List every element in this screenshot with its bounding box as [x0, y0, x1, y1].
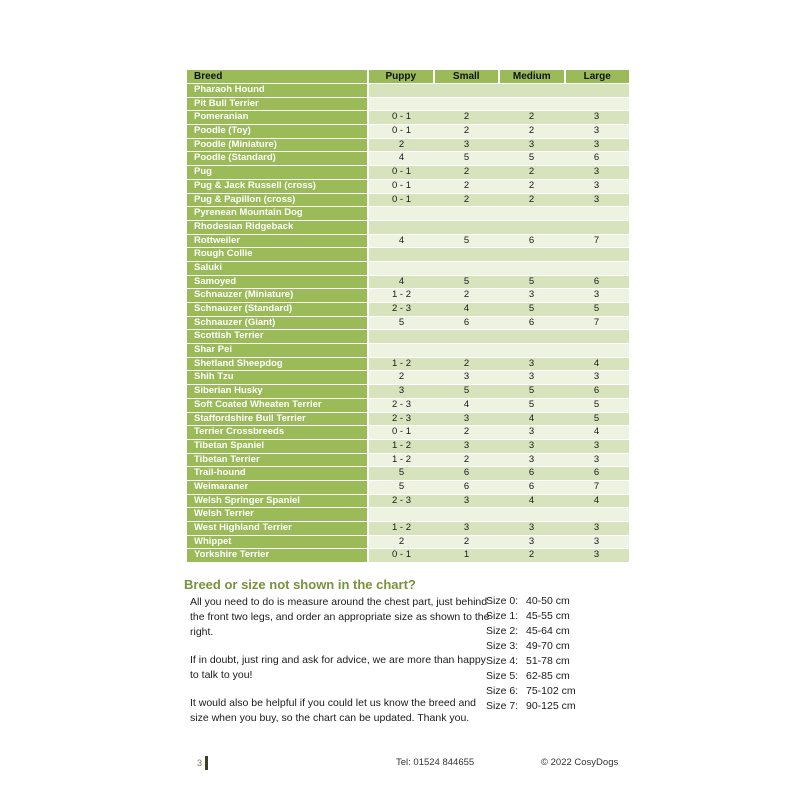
size-values	[369, 125, 629, 138]
size-legend	[486, 594, 576, 714]
size-value-cell: 6	[528, 480, 535, 492]
size-value-cell: 4	[398, 275, 405, 287]
size-value-cell	[434, 98, 499, 111]
size-value-cell: 3	[463, 522, 470, 533]
size-value-cell: 3	[593, 439, 600, 451]
size-value-cell: 3	[593, 111, 600, 123]
size-value-cell	[434, 508, 499, 521]
size-value-cell: 5	[398, 467, 405, 479]
size-legend-item	[486, 609, 576, 624]
size-value-cell	[564, 262, 629, 275]
table-row	[187, 481, 629, 494]
size-value-cell: 5	[593, 412, 600, 424]
breed-name-cell: Siberian Husky	[187, 385, 367, 398]
size-values	[369, 399, 629, 412]
size-value-cell: 5	[593, 398, 600, 410]
size-value-cell: 3	[528, 138, 535, 150]
size-values	[369, 139, 629, 152]
size-values	[369, 536, 629, 549]
breed-name-cell: Staffordshire Bull Terrier	[187, 413, 367, 426]
size-value-cell: 4	[463, 303, 470, 314]
size-value-cell: 0 - 1	[391, 125, 411, 137]
size-value-cell: 6	[528, 234, 535, 246]
breed-name-cell: Pug	[187, 166, 367, 179]
size-value-cell: 2	[463, 289, 470, 301]
table-row	[187, 508, 629, 521]
size-value-cell: 1 - 2	[391, 453, 411, 465]
table-row	[187, 248, 629, 261]
size-value-cell: 2	[463, 453, 470, 465]
breed-name-cell: Terrier Crossbreeds	[187, 426, 367, 439]
breed-name-cell: Welsh Terrier	[187, 508, 367, 521]
column-headers-sizes	[369, 70, 629, 83]
size-value-cell	[369, 330, 434, 343]
size-value-cell: 0 - 1	[391, 166, 411, 178]
size-value-cell	[369, 221, 434, 234]
size-value-cell: 2	[463, 193, 470, 205]
size-values	[369, 371, 629, 384]
size-value-cell	[434, 262, 499, 275]
size-value-cell: 2 - 3	[391, 494, 411, 506]
paragraph-let-us-know: It would also be helpful if you could let us know the breed and size when you buy, so the chart can be updated. Thank you.	[190, 697, 477, 724]
size-value-cell: 2	[398, 371, 405, 383]
table-header-row	[187, 70, 629, 83]
size-value-cell: 5	[463, 385, 470, 397]
size-value-cell: 2	[398, 535, 405, 547]
table-row	[187, 426, 629, 439]
size-value-cell	[564, 207, 629, 220]
table-row	[187, 371, 629, 384]
column-header-large: Large	[566, 70, 630, 83]
size-value-cell: 6	[593, 275, 600, 287]
size-values	[369, 84, 629, 97]
size-value-cell: 3	[593, 179, 600, 191]
size-legend-range: 45-64 cm	[526, 625, 570, 637]
table-row	[187, 262, 629, 275]
size-value-cell: 3	[593, 125, 600, 137]
size-values	[369, 180, 629, 193]
size-value-cell: 4	[528, 494, 535, 506]
size-legend-range: 90-125 cm	[526, 700, 576, 712]
breed-name-cell: Weimaraner	[187, 481, 367, 494]
size-values	[369, 111, 629, 124]
size-value-cell: 0 - 1	[391, 549, 411, 561]
size-value-cell	[434, 207, 499, 220]
size-values	[369, 98, 629, 111]
size-value-cell: 4	[398, 152, 405, 164]
size-value-cell	[564, 84, 629, 97]
column-header-puppy: Puppy	[369, 70, 433, 83]
size-value-cell: 3	[593, 166, 600, 178]
size-values	[369, 166, 629, 179]
size-value-cell	[499, 262, 564, 275]
size-value-cell: 2	[528, 125, 535, 137]
size-legend-label: Size 5:	[486, 670, 519, 682]
size-value-cell: 6	[463, 480, 470, 492]
size-value-cell: 5	[593, 303, 600, 314]
size-value-cell: 2	[463, 125, 470, 137]
size-legend-range: 40-50 cm	[526, 595, 570, 607]
size-value-cell: 1 - 2	[391, 439, 411, 451]
table-row	[187, 344, 629, 357]
breed-name-cell: Scottish Terrier	[187, 330, 367, 343]
section-heading: Breed or size not shown in the chart?	[184, 577, 416, 592]
table-row	[187, 467, 629, 480]
size-value-cell: 5	[463, 275, 470, 287]
size-legend-range: 51-78 cm	[526, 655, 570, 667]
size-value-cell	[369, 344, 434, 357]
size-values	[369, 508, 629, 521]
size-values	[369, 467, 629, 480]
size-value-cell: 3	[593, 549, 600, 561]
size-value-cell: 3	[528, 439, 535, 451]
size-legend-item	[486, 669, 576, 684]
column-header-breed: Breed	[187, 70, 367, 83]
size-legend-label: Size 0:	[486, 595, 519, 607]
breed-name-cell: Poodle (Standard)	[187, 152, 367, 165]
page-number: 3	[196, 758, 202, 768]
size-values	[369, 303, 629, 316]
size-value-cell	[564, 508, 629, 521]
size-value-cell: 5	[463, 234, 470, 246]
paragraph-measuring-instructions: All you need to do is measure around the chest part, just behind the front two legs, and order an appropriate size as shown to the right.	[190, 596, 490, 638]
table-row	[187, 549, 629, 562]
size-value-cell: 3	[593, 522, 600, 533]
size-value-cell: 0 - 1	[391, 179, 411, 191]
size-value-cell: 7	[593, 480, 600, 492]
size-values	[369, 358, 629, 371]
size-value-cell: 6	[593, 467, 600, 479]
size-value-cell	[434, 344, 499, 357]
breed-name-cell: Soft Coated Wheaten Terrier	[187, 399, 367, 412]
size-value-cell: 1 - 2	[391, 357, 411, 369]
size-value-cell	[499, 98, 564, 111]
page-number-divider	[205, 756, 208, 770]
size-value-cell: 2	[528, 179, 535, 191]
size-legend-range: 62-85 cm	[526, 670, 570, 682]
breed-name-cell: Pyrenean Mountain Dog	[187, 207, 367, 220]
size-value-cell	[369, 248, 434, 261]
table-body	[187, 84, 629, 562]
breed-name-cell: Yorkshire Terrier	[187, 549, 367, 562]
size-value-cell: 6	[593, 152, 600, 164]
size-value-cell: 3	[593, 371, 600, 383]
size-value-cell: 3	[528, 357, 535, 369]
size-value-cell: 2	[528, 166, 535, 178]
breed-name-cell: Saluki	[187, 262, 367, 275]
table-row	[187, 84, 629, 97]
table-row	[187, 358, 629, 371]
size-value-cell	[499, 508, 564, 521]
size-value-cell: 6	[528, 316, 535, 328]
size-legend-item	[486, 639, 576, 654]
size-value-cell: 6	[593, 385, 600, 397]
size-value-cell: 2	[463, 179, 470, 191]
size-values	[369, 481, 629, 494]
table-row	[187, 317, 629, 330]
size-legend-label: Size 4:	[486, 655, 519, 667]
breed-name-cell: Pharaoh Hound	[187, 84, 367, 97]
size-value-cell: 4	[593, 494, 600, 506]
size-value-cell: 2	[398, 138, 405, 150]
table-row	[187, 454, 629, 467]
size-value-cell: 5	[528, 398, 535, 410]
breed-name-cell: Poodle (Miniature)	[187, 139, 367, 152]
size-value-cell: 2	[463, 426, 470, 438]
size-values	[369, 276, 629, 289]
breed-name-cell: Poodle (Toy)	[187, 125, 367, 138]
size-value-cell: 3	[463, 138, 470, 150]
size-value-cell: 2 - 3	[391, 412, 411, 424]
size-value-cell: 3	[528, 535, 535, 547]
size-value-cell: 3	[463, 439, 470, 451]
size-values	[369, 248, 629, 261]
breed-name-cell: Whippet	[187, 536, 367, 549]
size-value-cell: 3	[593, 535, 600, 547]
footer-copyright: © 2022 CosyDogs	[541, 757, 619, 768]
size-value-cell: 3	[528, 289, 535, 301]
size-value-cell	[369, 98, 434, 111]
size-value-cell	[369, 262, 434, 275]
size-values	[369, 440, 629, 453]
column-header-small: Small	[435, 70, 499, 83]
size-value-cell: 6	[463, 467, 470, 479]
breed-name-cell: Schnauzer (Miniature)	[187, 289, 367, 302]
breed-name-cell: Rhodesian Ridgeback	[187, 221, 367, 234]
size-value-cell	[564, 248, 629, 261]
size-value-cell: 3	[528, 522, 535, 533]
size-value-cell: 6	[463, 316, 470, 328]
size-values	[369, 495, 629, 508]
size-value-cell	[369, 207, 434, 220]
size-value-cell: 5	[528, 385, 535, 397]
table-row	[187, 276, 629, 289]
size-legend-label: Size 1:	[486, 610, 519, 622]
size-value-cell	[499, 248, 564, 261]
size-value-cell: 5	[398, 316, 405, 328]
breed-name-cell: Pit Bull Terrier	[187, 98, 367, 111]
breed-name-cell: Pug & Jack Russell (cross)	[187, 180, 367, 193]
size-value-cell	[499, 207, 564, 220]
size-legend-range: 75-102 cm	[526, 685, 576, 697]
size-value-cell: 2	[463, 166, 470, 178]
size-value-cell: 0 - 1	[391, 193, 411, 205]
size-value-cell	[434, 84, 499, 97]
size-value-cell: 5	[528, 152, 535, 164]
size-value-cell: 3	[593, 289, 600, 301]
size-value-cell: 2	[528, 193, 535, 205]
size-values	[369, 235, 629, 248]
table-row	[187, 194, 629, 207]
size-legend-range: 45-55 cm	[526, 610, 570, 622]
breed-name-cell: Shar Pei	[187, 344, 367, 357]
size-value-cell: 5	[528, 303, 535, 314]
table-row	[187, 303, 629, 316]
size-legend-item	[486, 699, 576, 714]
size-value-cell	[369, 508, 434, 521]
size-value-cell: 1 - 2	[391, 289, 411, 301]
size-values	[369, 385, 629, 398]
breed-name-cell: Tibetan Spaniel	[187, 440, 367, 453]
size-legend-range: 49-70 cm	[526, 640, 570, 652]
size-value-cell	[564, 344, 629, 357]
size-values	[369, 194, 629, 207]
size-value-cell: 5	[398, 480, 405, 492]
size-value-cell: 2	[528, 111, 535, 123]
breed-name-cell: Rottweiler	[187, 235, 367, 248]
size-value-cell: 4	[593, 357, 600, 369]
size-legend-item	[486, 624, 576, 639]
size-values	[369, 413, 629, 426]
size-value-cell	[499, 84, 564, 97]
table-row	[187, 330, 629, 343]
size-value-cell: 4	[398, 234, 405, 246]
size-values	[369, 317, 629, 330]
size-value-cell: 3	[528, 426, 535, 438]
table-row	[187, 111, 629, 124]
size-legend-item	[486, 684, 576, 699]
table-row	[187, 180, 629, 193]
size-legend-item	[486, 594, 576, 609]
size-value-cell: 2	[463, 111, 470, 123]
table-row	[187, 289, 629, 302]
size-value-cell: 2 - 3	[391, 398, 411, 410]
table-row	[187, 221, 629, 234]
size-value-cell: 4	[463, 398, 470, 410]
size-legend-label: Size 3:	[486, 640, 519, 652]
size-value-cell: 2 - 3	[391, 303, 411, 314]
size-value-cell: 3	[528, 371, 535, 383]
size-value-cell: 3	[528, 453, 535, 465]
size-value-cell: 3	[593, 453, 600, 465]
table-row	[187, 536, 629, 549]
size-values	[369, 262, 629, 275]
size-values	[369, 221, 629, 234]
size-values	[369, 344, 629, 357]
breed-name-cell: Samoyed	[187, 276, 367, 289]
size-value-cell: 1	[463, 549, 470, 561]
column-header-medium: Medium	[500, 70, 564, 83]
size-legend-item	[486, 654, 576, 669]
size-value-cell: 3	[463, 412, 470, 424]
table-row	[187, 399, 629, 412]
size-value-cell	[499, 344, 564, 357]
size-values	[369, 426, 629, 439]
table-row	[187, 235, 629, 248]
size-value-cell: 5	[463, 152, 470, 164]
size-value-cell	[434, 330, 499, 343]
breed-name-cell: Schnauzer (Giant)	[187, 317, 367, 330]
size-value-cell: 7	[593, 234, 600, 246]
size-values	[369, 522, 629, 535]
size-legend-label: Size 7:	[486, 700, 519, 712]
size-value-cell: 7	[593, 316, 600, 328]
breed-name-cell: Rough Collie	[187, 248, 367, 261]
breed-name-cell: Tibetan Terrier	[187, 454, 367, 467]
breed-name-cell: Shetland Sheepdog	[187, 358, 367, 371]
size-values	[369, 549, 629, 562]
size-legend-label: Size 6:	[486, 685, 519, 697]
size-values	[369, 330, 629, 343]
table-row	[187, 125, 629, 138]
size-value-cell: 0 - 1	[391, 111, 411, 123]
size-value-cell: 4	[528, 412, 535, 424]
size-values	[369, 152, 629, 165]
table-row	[187, 207, 629, 220]
size-value-cell: 3	[463, 494, 470, 506]
breed-name-cell: Pomeranian	[187, 111, 367, 124]
table-row	[187, 413, 629, 426]
table-row	[187, 385, 629, 398]
size-value-cell: 3	[593, 138, 600, 150]
footer-telephone: Tel: 01524 844655	[396, 757, 475, 768]
size-value-cell	[564, 98, 629, 111]
breed-name-cell: Schnauzer (Standard)	[187, 303, 367, 316]
breed-name-cell: Welsh Springer Spaniel	[187, 495, 367, 508]
size-value-cell	[434, 221, 499, 234]
table-row	[187, 522, 629, 535]
size-values	[369, 454, 629, 467]
size-value-cell: 3	[593, 193, 600, 205]
breed-name-cell: West Highland Terrier	[187, 522, 367, 535]
instructions-text	[190, 595, 490, 739]
size-value-cell: 0 - 1	[391, 426, 411, 438]
breed-size-table	[187, 70, 629, 563]
table-row	[187, 152, 629, 165]
table-row	[187, 98, 629, 111]
table-row	[187, 495, 629, 508]
size-value-cell: 1 - 2	[391, 522, 411, 533]
size-values	[369, 289, 629, 302]
size-value-cell: 2	[463, 357, 470, 369]
size-value-cell: 3	[398, 385, 405, 397]
size-value-cell: 2	[528, 549, 535, 561]
size-value-cell	[499, 330, 564, 343]
breed-name-cell: Pug & Papillon (cross)	[187, 194, 367, 207]
size-values	[369, 207, 629, 220]
size-legend-label: Size 2:	[486, 625, 519, 637]
table-row	[187, 139, 629, 152]
size-value-cell	[369, 84, 434, 97]
size-value-cell: 5	[528, 275, 535, 287]
paragraph-ring-for-advice: If in doubt, just ring and ask for advice, we are more than happy to talk to you!	[190, 654, 486, 681]
size-value-cell: 3	[463, 371, 470, 383]
size-value-cell: 6	[528, 467, 535, 479]
breed-name-cell: Shih Tzu	[187, 371, 367, 384]
table-row	[187, 440, 629, 453]
size-value-cell	[564, 330, 629, 343]
size-value-cell	[434, 248, 499, 261]
size-value-cell: 4	[593, 426, 600, 438]
size-value-cell	[499, 221, 564, 234]
breed-name-cell: Trail-hound	[187, 467, 367, 480]
size-value-cell	[564, 221, 629, 234]
table-row	[187, 166, 629, 179]
page-footer	[0, 756, 800, 772]
size-value-cell: 2	[463, 535, 470, 547]
